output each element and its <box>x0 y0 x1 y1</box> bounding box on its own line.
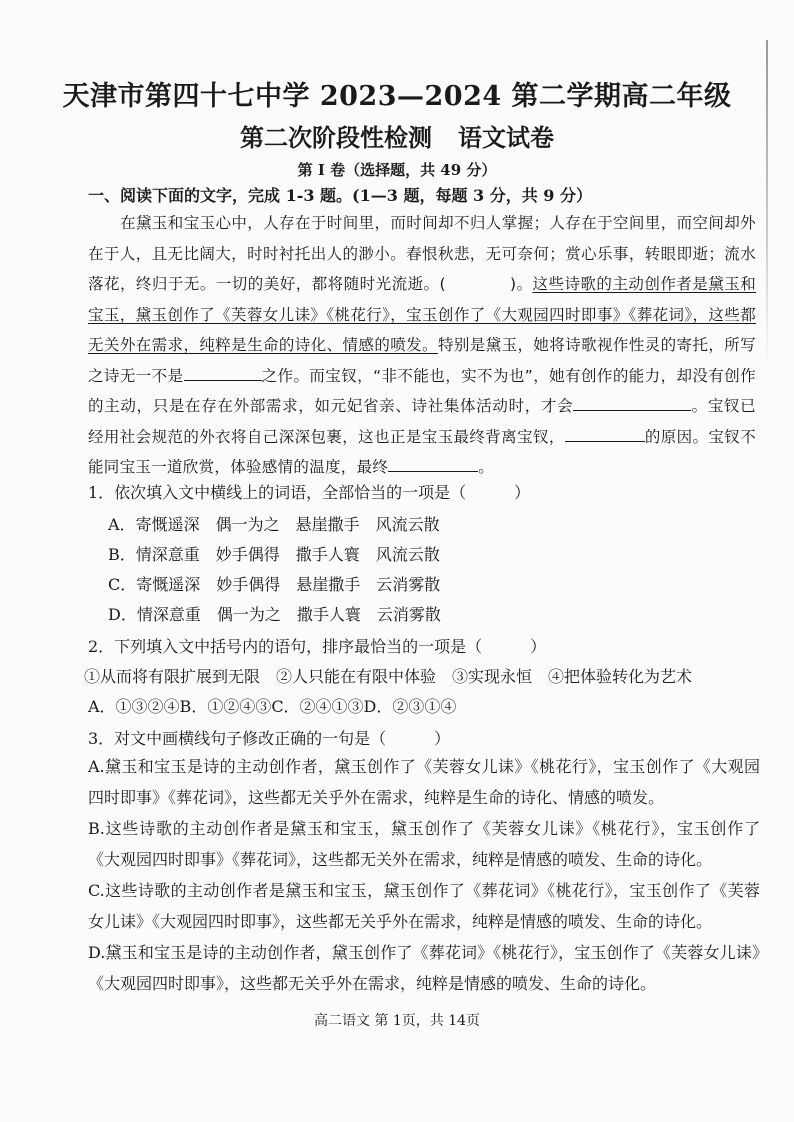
question-1-stem: 1．依次填入文中横线上的词语，全部恰当的一项是（ ） <box>88 483 531 502</box>
part-heading: 第 I 卷（选择题，共 49 分） <box>297 161 497 179</box>
exam-subtitle-a: 第二次阶段性检测 <box>240 123 432 152</box>
question-3-option-c: C.这些诗歌的主动创作者是黛玉和宝玉，黛玉创作了《葬花词》《桃花行》，宝玉创作了《芙蓉女儿诔》《大观园四时即事》，这些都无关乎外在需求，纯粹是情感的喷发、生命的诗化。 <box>88 881 760 931</box>
page-footer: 高二语文 第 1页，共 14页 <box>313 1013 481 1029</box>
reading-passage <box>88 208 756 483</box>
blank-2 <box>573 394 691 411</box>
passage-text-4: 。宝钗已经用社会规范的外衣将自己深深包裹，这也正是宝玉最终背离宝钗， <box>88 397 756 446</box>
question-2-sentences: ①从而将有限扩展到无限 ②人只能在有限中体验 ③实现永恒 ④把体验转化为艺术 <box>84 667 693 686</box>
question-1-option-b: B．情深意重 妙手偶得 撒手人寰 风流云散 <box>108 545 440 564</box>
passage-text-6: 。 <box>478 458 495 476</box>
question-3-option-b: B.这些诗歌的主动创作者是黛玉和宝玉，黛玉创作了《芙蓉女儿诔》《桃花行》，宝玉创作了《大观园四时即事》《葬花词》，这些都无关外在需求，纯粹是情感的喷发、生命的诗化。 <box>88 819 760 869</box>
section-heading: 一、阅读下面的文字，完成 1-3 题。(1—3 题，每题 3 分，共 9 分） <box>88 186 593 205</box>
blank-1 <box>184 364 262 381</box>
question-1-option-c: C．寄慨遥深 妙手偶得 悬崖撒手 云消雾散 <box>108 575 441 594</box>
passage-text-1: 在黛玉和宝玉心中，人存在于时间里，而时间却不归人掌握；人存在于空间里，而空间却外在于人，且无比阔大，时时衬托出人的渺小。春恨秋悲，无可奈何；赏心乐事，转眼即逝；流水落花，终归于无。一切的美好，都将随时光流逝。( )。 <box>88 214 756 293</box>
exam-subtitle-b: 语文试卷 <box>458 123 554 152</box>
question-1-option-d: D．情深意重 偶一为之 撒手人寰 云消雾散 <box>108 605 441 624</box>
exam-title: 天津市第四十七中学 2023—2024 第二学期高二年级 <box>62 81 732 112</box>
question-2-answers: A．①③②④B．①②④③C．②④①③D．②③①④ <box>88 697 457 716</box>
passage-text-2: 特别是黛玉，她将诗歌视作性灵的寄托，所写之诗无一不是 <box>88 336 756 385</box>
exam-subtitle <box>0 118 794 153</box>
question-3-option-a: A.黛玉和宝玉是诗的主动创作者，黛玉创作了《芙蓉女儿诔》《桃花行》，宝玉创作了《大观园四时即事》《葬花词》，这些都无关乎外在需求，纯粹是生命的诗化、情感的喷发。 <box>88 757 760 807</box>
passage-text-3: 之作。而宝钗，“非不能也，实不为也”，她有创作的能力，却没有创作的主动，只是在存在外部需求，如元妃省亲、诗社集体活动时，才会 <box>88 366 756 415</box>
question-3-stem: 3．对文中画横线句子修改正确的一句是（ ） <box>88 729 451 748</box>
passage-text-5: 的原因。宝钗不能同宝玉一道欣赏，体验感情的温度，最终 <box>88 427 756 476</box>
question-3-option-d: D.黛玉和宝玉是诗的主动创作者，黛玉创作了《葬花词》《桃花行》，宝玉创作了《芙蓉女儿诔》《大观园四时即事》，这些都无关乎外在需求，纯粹是情感的喷发、生命的诗化。 <box>88 943 760 993</box>
underlined-sentence: 这些诗歌的主动创作者是黛玉和宝玉，黛玉创作了《芙蓉女儿诔》《桃花行》，宝玉创作了《大观园四时即事》《葬花词》，这些都无关外在需求，纯粹是生命的诗化、情感的喷发。 <box>88 275 757 354</box>
blank-4 <box>388 455 478 472</box>
question-2-stem: 2．下列填入文中括号内的语句，排序最恰当的一项是（ ） <box>88 637 547 656</box>
question-1-option-a: A．寄慨遥深 偶一为之 悬崖撒手 风流云散 <box>108 515 440 534</box>
blank-3 <box>565 425 645 442</box>
